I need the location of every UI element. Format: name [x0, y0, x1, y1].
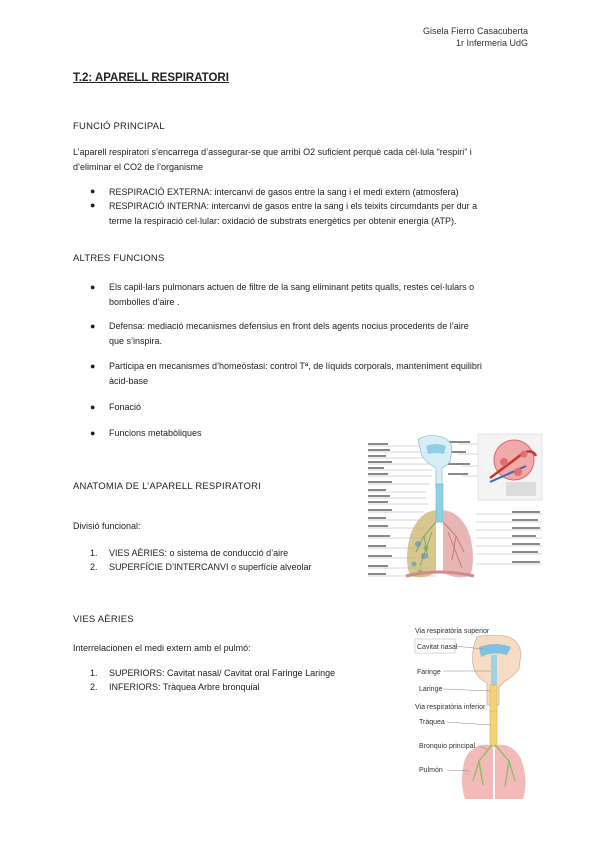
header-course: 1r Infermeria UdG: [455, 38, 528, 48]
list-item: Funcions metabòliques: [109, 428, 202, 438]
list-number: 1.: [90, 668, 98, 678]
bullet-icon: ●: [90, 428, 96, 438]
bullet-icon: ●: [90, 402, 96, 412]
list-item: RESPIRACIÓ EXTERNA: intercanvi de gasos entre la sang i el medi extern (atmosfera): [109, 187, 459, 197]
list-item: RESPIRACIÓ INTERNA: intercanvi de gasos entre la sang i els teixits circumdants per dur a terme la respiració cel·lular: oxidació de substrats energètics per obtenir energia (ATP).: [109, 201, 478, 226]
figure-label: Faringe: [417, 669, 441, 676]
bullet-icon: ●: [90, 282, 96, 292]
respiratory-system-illustration: [366, 432, 544, 584]
bullet-icon: ●: [90, 200, 96, 210]
heading-vies-aeries: VIES AÈRIES: [73, 614, 134, 625]
list-item: VIES AÈRIES: o sistema de conducció d’aire: [109, 548, 289, 558]
list-item: SUPERFÍCIE D’INTERCANVI o superfície alveolar: [109, 562, 312, 572]
heading-altres-funcions: ALTRES FUNCIONS: [73, 253, 165, 264]
list-number: 2.: [90, 682, 98, 692]
figure-label: Via respiratòria inferior: [415, 704, 486, 711]
list-item: Defensa: mediació mecanismes defensius en front dels agents nocius procedents de l’aire que s’inspira.: [109, 321, 469, 346]
airway-diagram: [413, 625, 544, 801]
vies-intro: Interrelacionen el medi extern amb el pulmó:: [73, 643, 251, 653]
heading-anatomia: ANATOMIA DE L’APARELL RESPIRATORI: [73, 481, 262, 492]
airway-image: [413, 625, 544, 801]
respiratory-anatomy-image: [366, 432, 544, 584]
list-number: 1.: [90, 548, 98, 558]
list-item: Fonació: [109, 402, 142, 412]
list-number: 2.: [90, 562, 98, 572]
paragraph-intro: L’aparell respiratori s’encarrega d’assegurar-se que arribi O2 suficient perquè cada cèl·lula “respiri” i d’eliminar el CO2 de l’organisme: [73, 147, 472, 172]
bullet-icon: ●: [90, 321, 96, 331]
figure-label: Tràquea: [419, 719, 445, 726]
figure-label: Laringe: [419, 686, 443, 693]
list-item: Els capil·lars pulmonars actuen de filtre de la sang eliminant petits qualls, restes cel·lulars o bombolles d’aire .: [109, 282, 475, 307]
bullet-icon: ●: [90, 186, 96, 196]
header-author: Gisela Fierro Casacuberta: [422, 26, 528, 36]
list-item: Participa en mecanismes d’homeòstasi: control Tª, de líquids corporals, manteniment equilibri àcid-base: [109, 361, 482, 386]
figure-label: Cavitat nasal: [417, 644, 458, 651]
figure-label: Bronquio principal: [419, 743, 476, 750]
bullet-icon: ●: [90, 361, 96, 371]
figure-label: Via respiratòria superior: [415, 628, 490, 635]
divisio-funcional-label: Divisió funcional:: [73, 521, 141, 531]
list-item: INFERIORS: Tràquea Arbre bronquial: [109, 682, 260, 692]
heading-funcio-principal: FUNCIÓ PRINCIPAL: [73, 121, 165, 132]
list-item: SUPERIORS: Cavitat nasal/ Cavitat oral Faringe Laringe: [109, 668, 336, 678]
page-title: T.2: APARELL RESPIRATORI: [73, 72, 229, 84]
figure-label: Pulmón: [419, 767, 443, 774]
